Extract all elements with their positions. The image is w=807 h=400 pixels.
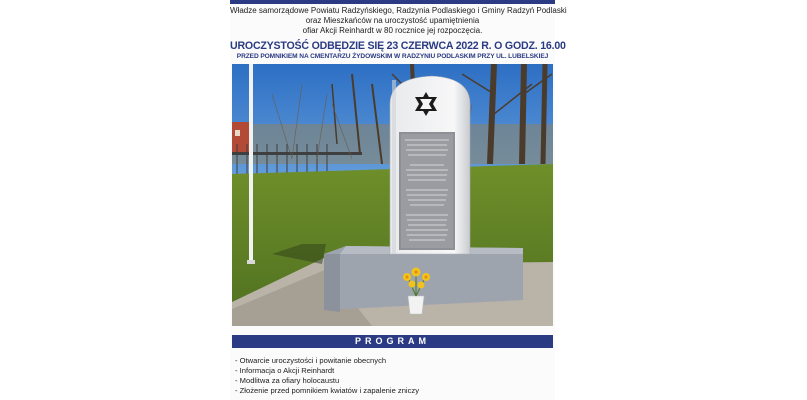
intro-line-1: Władze samorządowe Powiatu Radzyńskiego, Radzynia Podlaskiego i Gminy Radzyń Podlaski — [230, 6, 567, 15]
program-list — [235, 356, 553, 396]
program-item: - Otwarcie uroczystości i powitanie obecnych — [235, 356, 387, 365]
monument-photo-illustration — [232, 64, 553, 326]
event-location-subline: PRZED POMNIKIEM NA CMENTARZU ŻYDOWSKIM W RADZYNIU PODLASKIM PRZY UL. LUBELSKIEJ — [236, 53, 549, 60]
program-item: - Złożenie przed pomnikiem kwiatów i zapalenie zniczy — [235, 386, 420, 395]
program-item: - Informacja o Akcji Reinhardt — [235, 366, 335, 375]
monument-photo — [232, 64, 553, 326]
invitation-poster — [230, 0, 567, 400]
intro-line-3: ofiar Akcji Reinhardt w 80 rocznice jej rozpoczęcia. — [302, 26, 483, 35]
program-item: - Modlitwa za ofiary holocaustu — [235, 376, 340, 385]
intro-text — [230, 6, 567, 36]
top-color-band — [230, 0, 555, 4]
program-heading: PROGRAM — [232, 335, 553, 348]
event-date-headline: UROCZYSTOŚĆ ODBĘDZIE SIĘ 23 CZERWCA 2022 R. O GODZ. 16.00 — [230, 40, 566, 52]
intro-line-2: oraz Mieszkańców na uroczystość upamiętnienia — [305, 16, 480, 25]
